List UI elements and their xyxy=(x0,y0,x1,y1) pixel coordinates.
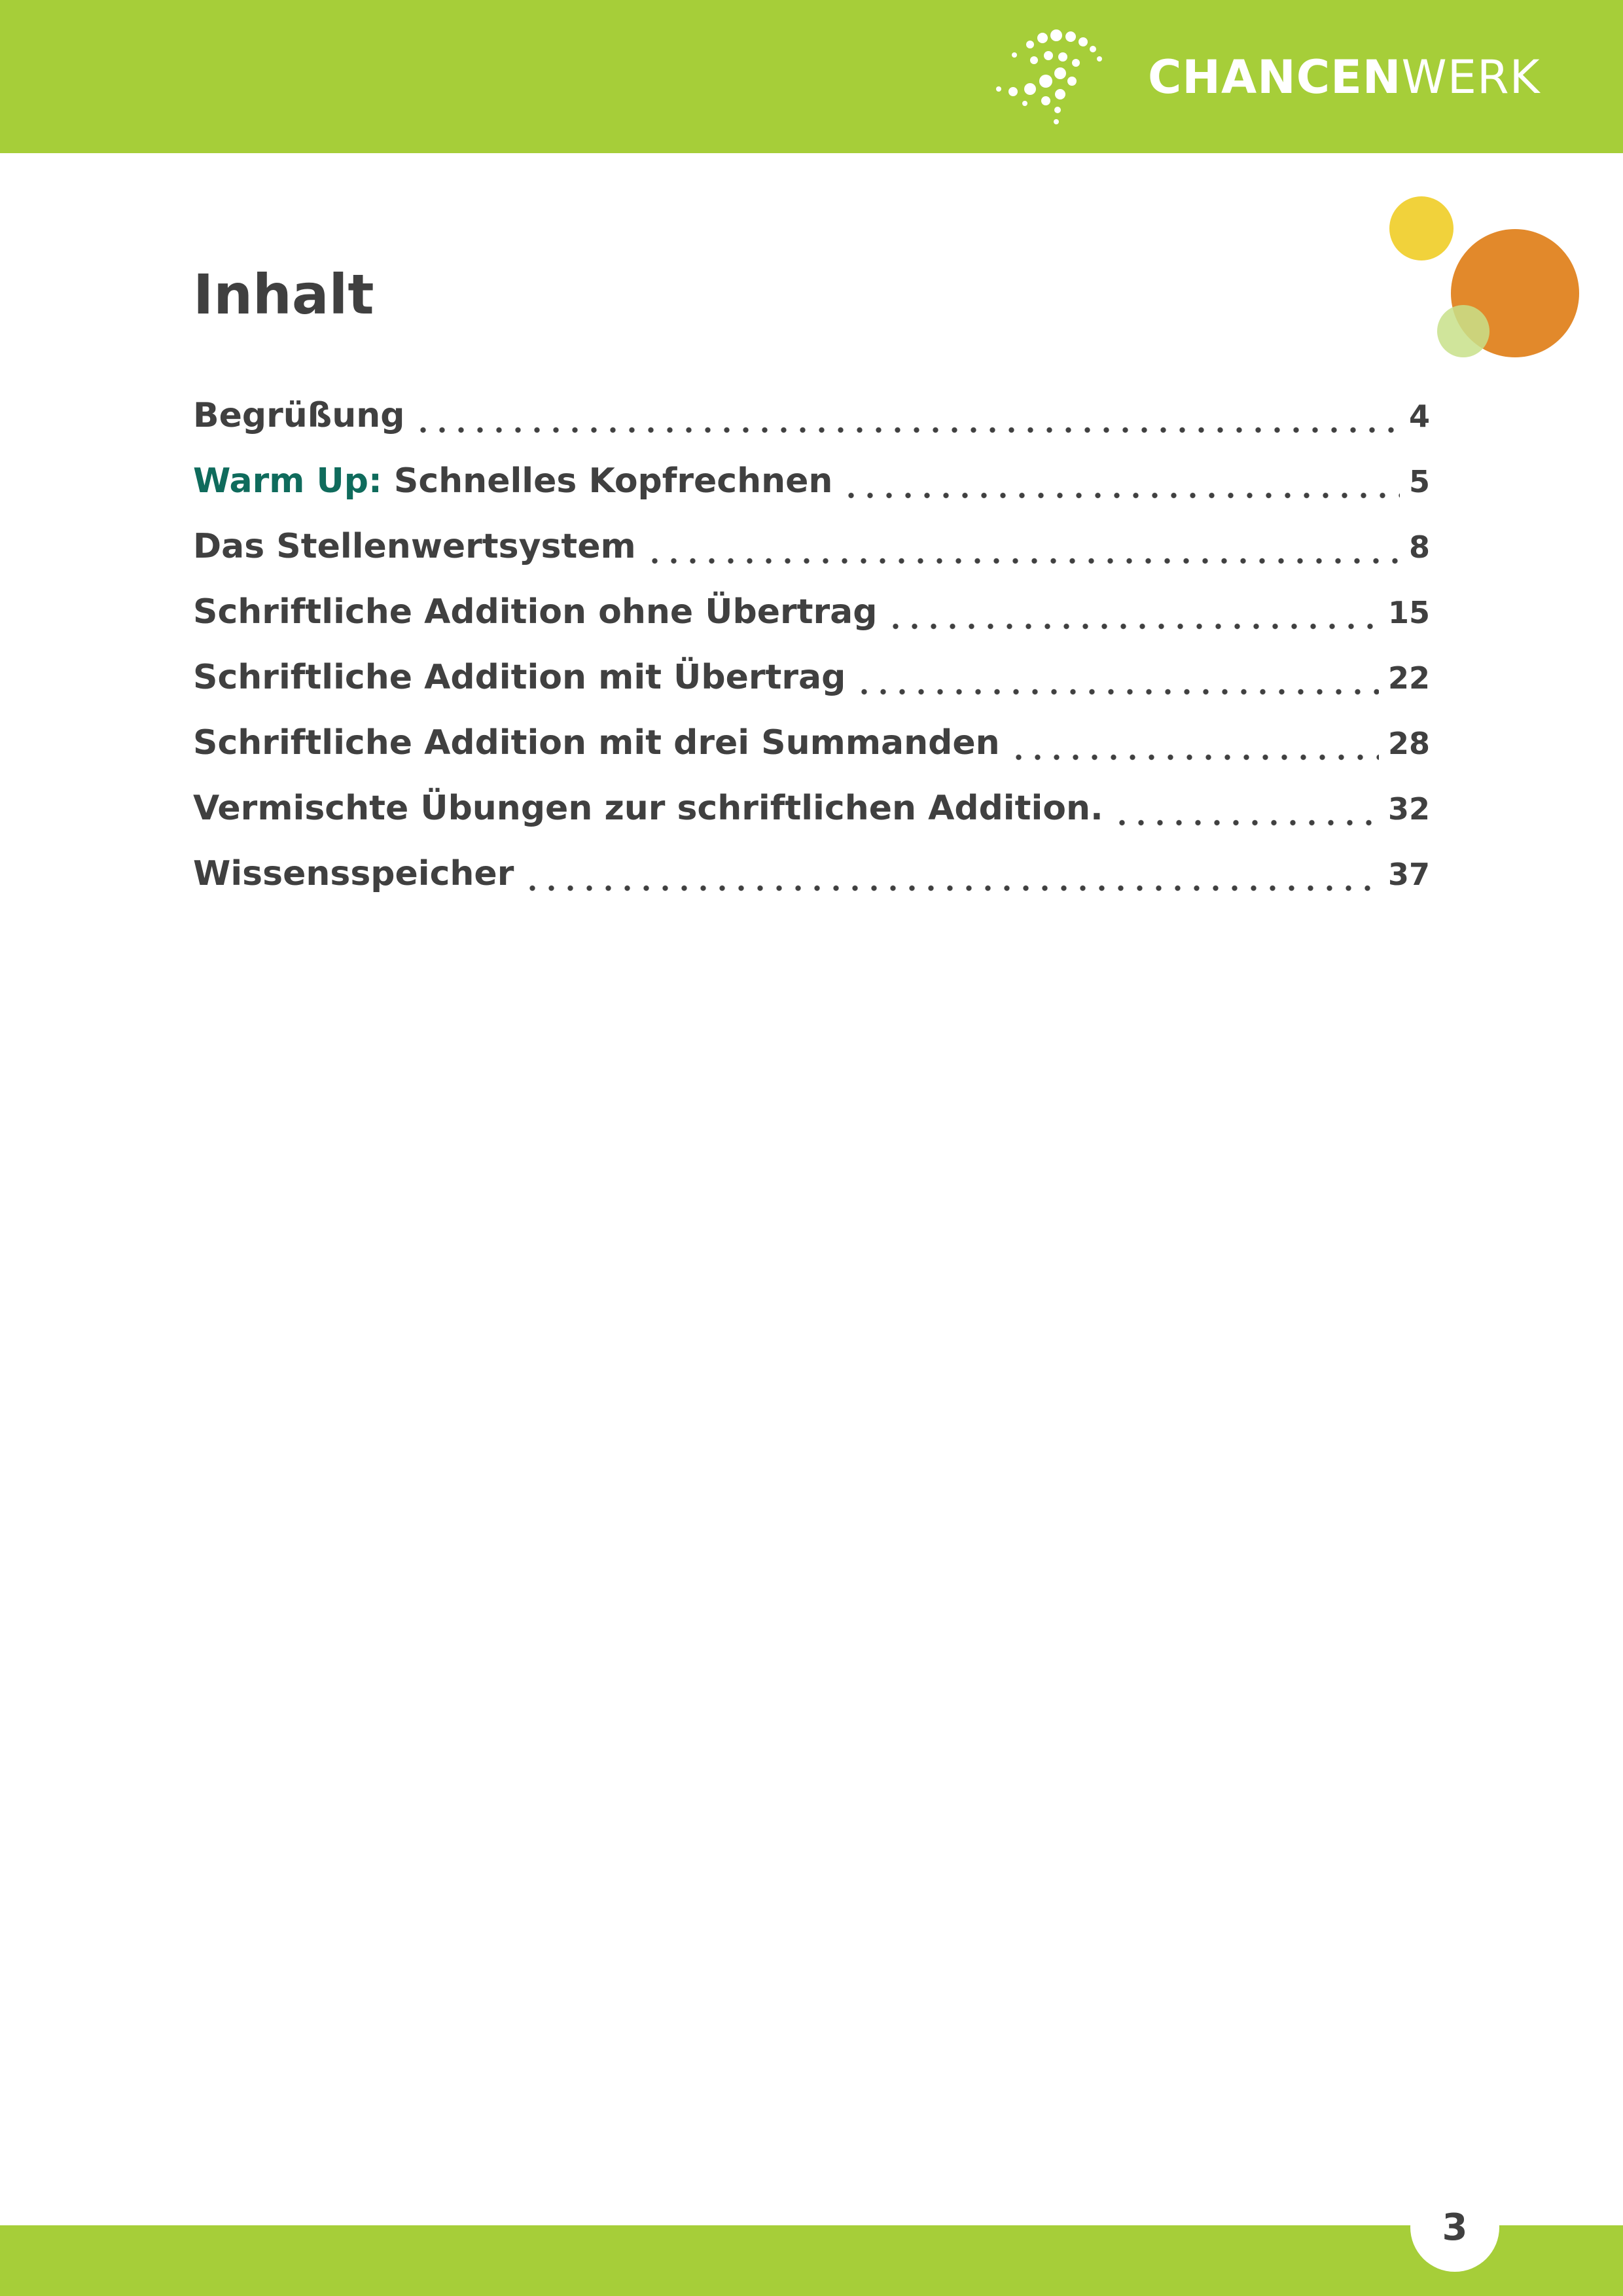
toc-entry[interactable] xyxy=(193,448,1430,514)
toc-entry-title: Schriftliche Addition ohne Übertrag xyxy=(193,592,878,632)
toc-entry-label xyxy=(193,579,877,645)
toc-entry[interactable] xyxy=(193,841,1430,906)
toc-entry-title: Schnelles Kopfrechnen xyxy=(382,461,833,501)
toc-entry[interactable] xyxy=(193,383,1430,448)
toc-dot-leader xyxy=(886,623,1379,630)
toc-dot-leader xyxy=(855,689,1379,695)
toc-entry-label xyxy=(193,645,846,710)
brand-name-bold: CHANCEN xyxy=(1148,50,1402,104)
toc-entry-label xyxy=(193,841,514,906)
toc-page-number: 8 xyxy=(1408,529,1430,565)
chancenwerk-logo xyxy=(988,26,1544,131)
toc-dot-leader xyxy=(842,492,1400,499)
toc-dot-leader xyxy=(523,885,1379,891)
brand-name-light: WERK xyxy=(1401,50,1541,104)
footer-bar xyxy=(0,2225,1623,2296)
toc-entry-label xyxy=(193,514,636,579)
toc-entry-title: Schriftliche Addition mit Übertrag xyxy=(193,658,846,697)
dot-swirl-icon xyxy=(988,26,1126,131)
toc-entry-label xyxy=(193,383,404,448)
toc-page-number: 22 xyxy=(1387,660,1430,696)
toc-dot-leader xyxy=(645,558,1400,564)
toc-dot-leader xyxy=(414,427,1400,433)
page-title: Inhalt xyxy=(193,262,374,327)
toc-page-number: 4 xyxy=(1408,399,1430,434)
toc-page-number: 28 xyxy=(1387,726,1430,761)
header-bar xyxy=(0,0,1623,153)
toc-entry-label xyxy=(193,448,832,514)
decorative-circles xyxy=(1374,183,1590,373)
toc-entry-label xyxy=(193,710,1000,776)
toc-entry[interactable] xyxy=(193,776,1430,841)
toc-entry[interactable] xyxy=(193,710,1430,776)
toc-entry-title: Schriftliche Addition mit drei Summanden xyxy=(193,723,1000,762)
toc-entry-title: Begrüßung xyxy=(193,396,405,435)
toc-page-number: 15 xyxy=(1387,595,1430,630)
toc-entry-label xyxy=(193,776,1103,841)
page-number: 3 xyxy=(1410,2183,1499,2272)
toc-entry[interactable] xyxy=(193,514,1430,579)
light-green-circle xyxy=(1437,305,1489,357)
toc-page-number: 5 xyxy=(1408,464,1430,499)
toc-entry-title: Das Stellenwertsystem xyxy=(193,527,636,566)
toc-page-number: 32 xyxy=(1387,791,1430,827)
toc-entry-title: Vermischte Übungen zur schriftlichen Addition. xyxy=(193,789,1103,828)
toc-page-number: 37 xyxy=(1387,857,1430,892)
toc-entry[interactable] xyxy=(193,579,1430,645)
table-of-contents xyxy=(193,383,1430,906)
toc-entry[interactable] xyxy=(193,645,1430,710)
toc-entry-title: Wissensspeicher xyxy=(193,854,514,893)
toc-dot-leader xyxy=(1009,754,1379,761)
toc-entry-accent: Warm Up: xyxy=(193,461,382,501)
toc-dot-leader xyxy=(1113,819,1379,826)
yellow-circle xyxy=(1389,196,1454,260)
brand-name xyxy=(1148,51,1540,103)
